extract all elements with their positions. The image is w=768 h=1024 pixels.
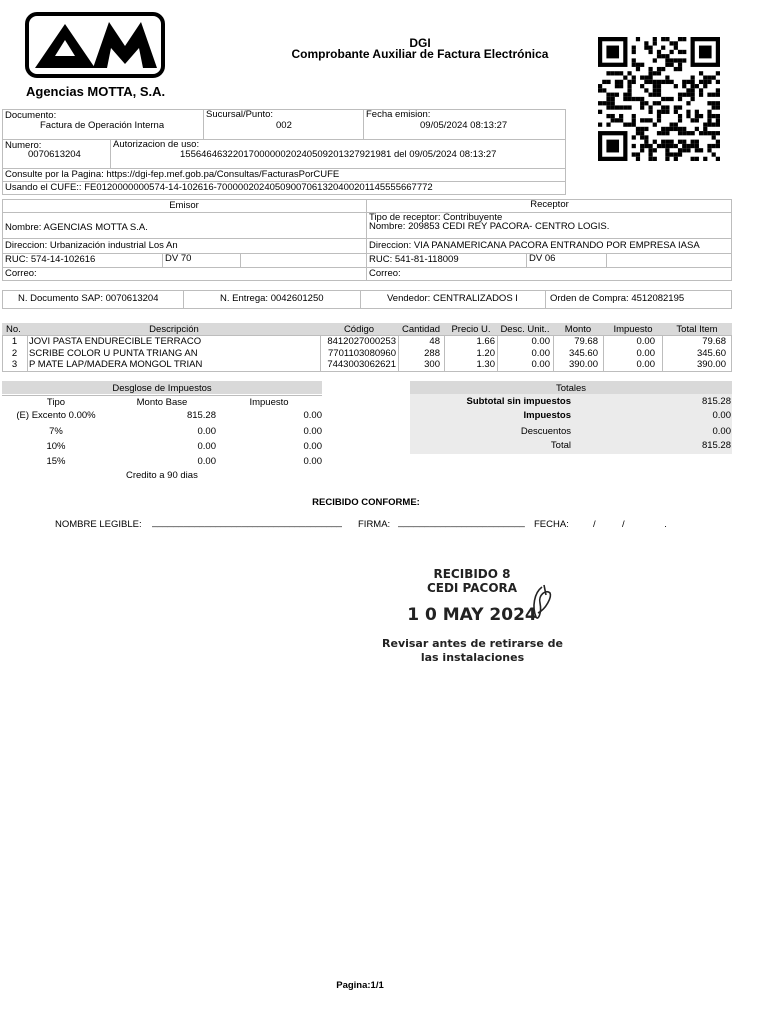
- table-row-1-monto: 79.68: [574, 336, 598, 347]
- impuestos-col-tipo: Tipo: [46, 397, 66, 408]
- table-row-3-tax: 0.00: [636, 359, 655, 370]
- impuestos-col-base: Monto Base: [136, 397, 188, 408]
- table-row-2-no: 2: [11, 348, 18, 359]
- items-col-codigo: Código: [343, 324, 375, 335]
- signature-scribble: [528, 583, 554, 623]
- items-col-descripcion: Descripción: [149, 324, 199, 335]
- document-title: Comprobante Auxiliar de Factura Electrónica: [291, 47, 549, 61]
- totales-descuentos-value: 0.00: [712, 426, 731, 437]
- table-row-2-price: 1.20: [476, 348, 495, 359]
- fecha-label: FECHA:: [534, 519, 569, 530]
- nombre-legible-label: NOMBRE LEGIBLE:: [55, 519, 142, 530]
- company-logo: [25, 12, 165, 78]
- table-row-1-disc: 0.00: [531, 336, 550, 347]
- impuestos-row-4-impuesto: 0.00: [303, 456, 322, 467]
- totales-title: Totales: [555, 383, 587, 394]
- items-col-monto: Monto: [564, 324, 592, 335]
- table-row-2-code: 7701103080960: [328, 348, 396, 359]
- firma-line: ________________________: [398, 517, 525, 528]
- totales-total-label: Total: [550, 440, 571, 451]
- impuestos-row-1-impuesto: 0.00: [303, 410, 322, 421]
- table-row-2-disc: 0.00: [531, 348, 550, 359]
- table-row-2-qty: 288: [424, 348, 440, 359]
- impuestos-row-3-base: 0.00: [197, 441, 216, 452]
- items-col-precio: Precio U.: [451, 324, 491, 335]
- documento-label: Documento:: [5, 110, 57, 121]
- items-col-total: Total Item: [676, 324, 718, 335]
- stamp-note-1: Revisar antes de retirarse de: [382, 637, 563, 650]
- table-row-3-total: 390.00: [696, 359, 726, 370]
- impuestos-row-2-base: 0.00: [197, 426, 216, 437]
- table-row-3-no: 3: [11, 359, 18, 370]
- totales-subtotal-value: 815.28: [701, 396, 731, 407]
- dgi-label: DGI: [409, 36, 431, 50]
- impuestos-row-4-tipo: 15%: [46, 456, 66, 467]
- fecha-emision-value: 09/05/2024 08:13:27: [420, 120, 508, 131]
- vendedor: Vendedor: CENTRALIZADOS I: [360, 290, 518, 309]
- credito-terms: Credito a 90 dias: [126, 470, 198, 481]
- table-row-2-desc: SCRIBE COLOR U PUNTA TRIANG AN: [29, 348, 198, 359]
- sucursal-label: Sucursal/Punto:: [203, 109, 273, 139]
- totales-impuestos-value: 0.00: [712, 410, 731, 421]
- impuestos-title: Desglose de Impuestos: [112, 383, 212, 394]
- impuestos-row-2-tipo: 7%: [49, 426, 63, 437]
- autorizacion-value: 1556464632201700000020240509201327921981 del 09/05/2024 08:13:27: [180, 149, 497, 160]
- table-row-1-desc: JOVI PASTA ENDURECIBLE TERRACO: [29, 336, 202, 347]
- sap-number: N. Documento SAP: 0070613204: [18, 293, 159, 304]
- entrega-number: N. Entrega: 0042601250: [183, 290, 324, 309]
- totales-total-value: 815.28: [701, 440, 731, 451]
- table-row-1-price: 1.66: [476, 336, 495, 347]
- receptor-direccion: Direccion: VIA PANAMERICANA PACORA ENTRANDO POR EMPRESA IASA: [369, 240, 700, 251]
- table-row-3-disc: 0.00: [531, 359, 550, 370]
- page-number: Pagina:1/1: [336, 980, 384, 991]
- emisor-direccion: Direccion: Urbanización industrial Los An: [5, 240, 178, 251]
- receptor-correo: Correo:: [369, 268, 401, 279]
- table-row-3-monto: 390.00: [568, 359, 598, 370]
- table-row-1-no: 1: [11, 336, 18, 347]
- table-row-3-price: 1.30: [476, 359, 495, 370]
- numero-label: Numero:: [5, 140, 42, 151]
- impuestos-row-3-impuesto: 0.00: [303, 441, 322, 452]
- totales-subtotal-label: Subtotal sin impuestos: [466, 396, 571, 407]
- firma-label: FIRMA:: [358, 519, 391, 530]
- impuestos-row-1-base: 815.28: [186, 410, 216, 421]
- impuestos-col-impuesto: Impuesto: [249, 397, 289, 408]
- impuestos-row-2-impuesto: 0.00: [303, 426, 322, 437]
- table-row-1-qty: 48: [429, 336, 440, 347]
- documento-value: Factura de Operación Interna: [40, 120, 165, 131]
- table-row-1-total: 79.68: [702, 336, 726, 347]
- fecha-marks: / / .: [593, 519, 667, 530]
- emisor-ruc: RUC: 574-14-102616: [5, 254, 96, 265]
- fecha-emision-label: Fecha emision:: [363, 109, 430, 139]
- recibido-title: RECIBIDO CONFORME:: [312, 497, 420, 508]
- table-row-1-code: 8412027000253: [327, 336, 396, 347]
- autorizacion-label: Autorizacion de uso:: [110, 139, 199, 168]
- table-row-2-tax: 0.00: [636, 348, 655, 359]
- table-row-2-total: 345.60: [696, 348, 726, 359]
- items-col-no: No.: [6, 324, 21, 335]
- emisor-title: Emisor: [169, 200, 199, 211]
- stamp-date: 1 0 MAY 2024: [407, 605, 537, 625]
- table-row-3-code: 7443003062621: [327, 359, 396, 370]
- table-row-2-monto: 345.60: [568, 348, 598, 359]
- stamp-note-2: las instalaciones: [420, 651, 525, 664]
- totales-impuestos-label: Impuestos: [523, 410, 571, 421]
- stamp-line-1: RECIBIDO 8: [433, 567, 511, 581]
- cufe-value: Usando el CUFE:: FE0120000000574-14-102616-70000020240509007061320400201145555667772: [5, 182, 433, 193]
- sucursal-value: 002: [276, 120, 292, 131]
- company-name: Agencias MOTTA, S.A.: [26, 84, 166, 99]
- orden-compra: Orden de Compra: 4512082195: [545, 290, 684, 309]
- items-col-desc: Desc. Unit..: [500, 324, 550, 335]
- impuestos-row-3-tipo: 10%: [46, 441, 66, 452]
- totales-descuentos-label: Descuentos: [520, 426, 571, 437]
- impuestos-row-1-tipo: (E) Excento 0.00%: [16, 410, 96, 421]
- numero-value: 0070613204: [28, 149, 81, 160]
- receptor-title: Receptor: [366, 199, 732, 281]
- receptor-dv: DV 06: [526, 253, 555, 267]
- stamp-line-2: CEDI PACORA: [426, 581, 518, 592]
- receptor-nombre: Nombre: 209853 CEDI REY PACORA- CENTRO LOGIS.: [369, 221, 610, 232]
- items-col-cantidad: Cantidad: [401, 324, 441, 335]
- table-row-3-qty: 300: [424, 359, 440, 370]
- emisor-correo: Correo:: [5, 268, 37, 279]
- nombre-legible-line: ____________________________________: [152, 517, 343, 528]
- table-row-3-desc: P MATE LAP/MADERA MONGOL TRIAN: [29, 359, 203, 370]
- receptor-ruc: RUC: 541-81-118009: [369, 254, 459, 265]
- receptor-tipo: Tipo de receptor: Contribuyente: [369, 212, 503, 223]
- consulte-url: Consulte por la Pagina: https://dgi-fep.mef.gob.pa/Consultas/FacturasPorCUFE: [5, 169, 340, 180]
- items-col-impuesto: Impuesto: [613, 324, 653, 335]
- table-row-1-tax: 0.00: [636, 336, 655, 347]
- emisor-nombre: Nombre: AGENCIAS MOTTA S.A.: [5, 222, 148, 233]
- impuestos-row-4-base: 0.00: [197, 456, 216, 467]
- emisor-dv: DV 70: [162, 253, 191, 267]
- qr-code: [598, 37, 720, 161]
